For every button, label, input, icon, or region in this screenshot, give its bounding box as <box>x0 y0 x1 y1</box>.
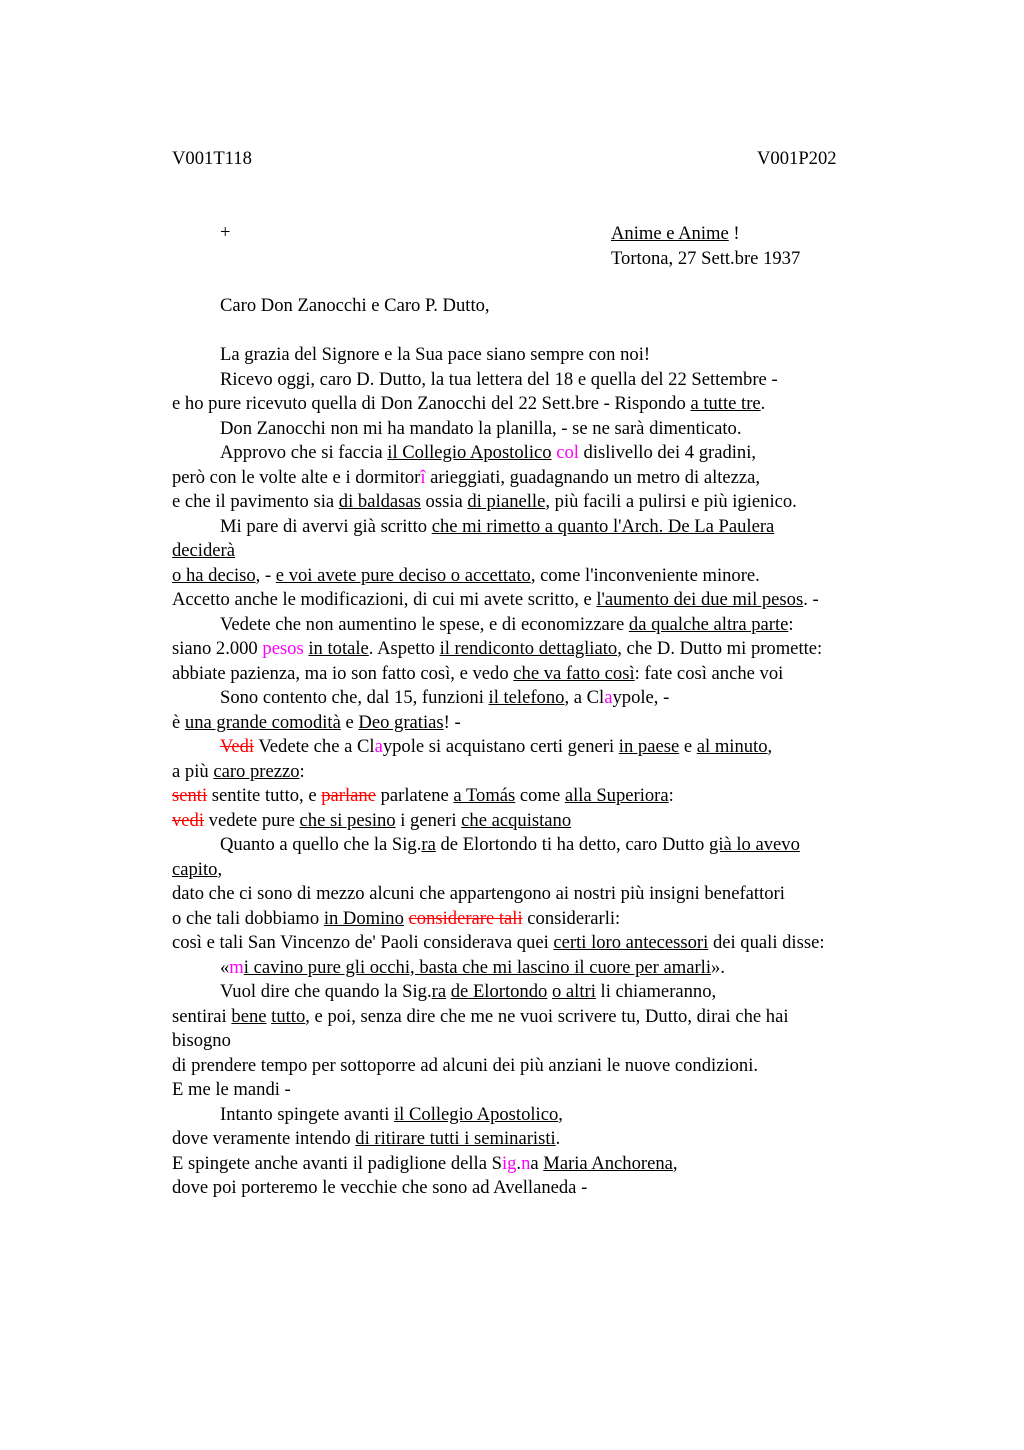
text-run: Don Zanocchi non mi ha mandato la planilla, - se ne sarà dimenticato. <box>220 417 742 439</box>
text-run: così e tali San Vincenzo de' Paoli considerava quei <box>172 932 554 953</box>
underlined-text: in paese <box>618 736 680 757</box>
text-run: come <box>515 785 565 806</box>
place-date: Tortona, 27 Sett.bre 1937 <box>611 247 801 269</box>
text-run: sentirai <box>172 1005 232 1027</box>
text-line <box>172 931 932 956</box>
underlined-text: de Elortondo <box>450 981 548 1002</box>
text-line <box>172 368 932 393</box>
text-line <box>172 490 932 515</box>
highlighted-text: n <box>521 1152 531 1174</box>
underlined-text: l'aumento dei due mil pesos <box>596 589 804 610</box>
text-run: : <box>788 613 794 635</box>
text-run: è <box>172 711 185 733</box>
text-run: Approvo che si faccia <box>220 442 388 463</box>
text-line <box>172 735 932 760</box>
text-run: li chiameranno, <box>595 981 717 1002</box>
text-run: E me le mandi - <box>172 1079 291 1100</box>
underlined-text: che si pesino <box>299 809 396 831</box>
motto-text: Anime e Anime <box>611 223 729 244</box>
text-line <box>172 907 932 932</box>
text-line <box>172 711 932 736</box>
underlined-text: tutto <box>271 1005 306 1027</box>
text-line <box>172 1127 932 1152</box>
text-line <box>172 564 932 589</box>
text-run: , - <box>255 564 276 586</box>
document-id-left: V001T118 <box>172 148 252 169</box>
text-run: , <box>672 1152 678 1174</box>
text-run: de Elortondo ti ha detto, caro Dutto <box>435 834 710 855</box>
text-run: , più facili a pulirsi e più igienico. <box>545 491 797 512</box>
text-run: vedete pure <box>204 809 300 831</box>
underlined-text: certi loro antecessori <box>553 932 709 953</box>
text-line <box>172 1152 932 1177</box>
underlined-text: Deo gratias <box>358 711 444 733</box>
underlined-text: di ritirare tutti i seminaristi <box>355 1128 556 1149</box>
underlined-text: capito <box>172 858 218 880</box>
text-run: ypole si acquistano certi generi <box>382 736 619 757</box>
underlined-text: di pianelle <box>467 491 546 512</box>
text-run: . <box>555 1128 561 1149</box>
text-run: o che tali dobbiamo <box>172 907 324 929</box>
text-run: . <box>516 1152 522 1174</box>
text-run: : <box>299 760 305 782</box>
underlined-text: il Collegio Apostolico <box>394 1103 559 1125</box>
underlined-text: o ha deciso <box>172 564 256 586</box>
text-run: ossia <box>420 491 468 512</box>
text-line <box>172 686 932 711</box>
text-line <box>172 613 932 638</box>
underlined-text: al minuto <box>696 736 768 757</box>
text-line <box>172 1054 932 1079</box>
text-line <box>172 760 932 785</box>
text-run: , a Cl <box>564 687 605 708</box>
underlined-text: in Domino <box>323 907 404 929</box>
blank-line <box>172 319 932 344</box>
text-run: dove veramente intendo <box>172 1128 356 1149</box>
text-run: , <box>217 858 223 880</box>
text-run: e che il pavimento sia <box>172 491 339 512</box>
underlined-text: il telefono <box>488 687 565 708</box>
text-run: abbiate pazienza, ma io son fatto così, e vedo <box>172 662 514 684</box>
text-run: Intanto spingete avanti <box>220 1103 395 1125</box>
text-run: e <box>679 736 697 757</box>
text-line <box>172 466 932 491</box>
cross-mark: + <box>220 222 231 243</box>
letter-body <box>172 294 932 1201</box>
text-run: . <box>760 393 766 414</box>
text-line <box>172 1176 932 1201</box>
text-run: Vuol dire che quando la Sig. <box>220 981 432 1002</box>
underlined-text: caro prezzo <box>213 760 300 782</box>
text-line <box>172 833 932 858</box>
text-run: , come l'inconveniente minore. <box>530 564 760 586</box>
text-run: . Aspetto <box>368 638 440 659</box>
underlined-text: da qualche altra parte <box>628 613 789 635</box>
underlined-text: il Collegio Apostolico <box>387 442 552 463</box>
underlined-text: di baldasas <box>338 491 421 512</box>
text-line <box>172 1005 932 1030</box>
underlined-text: che acquistano <box>461 809 572 831</box>
text-run: Accetto anche le modificazioni, di cui mi avete scritto, e <box>172 589 597 610</box>
text-run: dove poi porteremo le vecchie che sono ad Avellaneda - <box>172 1177 588 1198</box>
highlighted-text: a <box>374 736 383 757</box>
text-run: Caro Don Zanocchi e Caro P. Dutto, <box>220 295 490 316</box>
text-run: e ho pure ricevuto quella di Don Zanocchi del 22 Sett.bre - Rispondo <box>172 393 691 414</box>
highlighted-text: ig <box>501 1152 517 1174</box>
title-block <box>611 222 800 271</box>
text-run: . - <box>803 589 819 610</box>
text-line <box>172 441 932 466</box>
text-run: a più <box>172 760 214 782</box>
highlighted-text: m <box>229 956 244 978</box>
text-run: : fate così anche voi <box>634 662 784 684</box>
text-run: di prendere tempo per sottoporre ad alcuni dei più anziani le nuove condizioni. <box>172 1054 759 1076</box>
underlined-text: ra <box>431 981 447 1002</box>
text-line <box>172 1029 932 1054</box>
text-run: dato che ci sono di mezzo alcuni che appartengono ai nostri più insigni benefattori <box>172 883 785 904</box>
text-run: , che D. Dutto mi promette: <box>617 638 823 659</box>
document-id-right: V001P202 <box>757 148 837 169</box>
text-run: , <box>767 736 773 757</box>
text-run: parlatene <box>375 785 454 806</box>
text-line <box>172 809 932 834</box>
deleted-text: senti <box>172 785 208 806</box>
text-run: però con le volte alte e i dormitor <box>172 466 421 488</box>
text-line <box>172 515 932 540</box>
underlined-text: una grande comodità <box>184 711 341 733</box>
text-run: E spingete anche avanti il padiglione della S <box>172 1152 502 1174</box>
text-run: dislivello dei 4 gradini, <box>578 442 757 463</box>
underlined-text: e voi avete pure deciso o accettato <box>275 564 531 586</box>
quote-line <box>172 956 932 981</box>
text-run: arieggiati, guadagnando un metro di altezza, <box>425 466 761 488</box>
text-run: considerarli: <box>522 907 621 929</box>
text-run: a <box>530 1152 544 1174</box>
highlighted-text: col <box>556 442 579 463</box>
highlighted-text: pesos <box>262 638 304 659</box>
underlined-text: il rendiconto dettagliato <box>439 638 618 659</box>
deleted-text: Vedi <box>220 736 255 757</box>
text-line <box>172 417 932 442</box>
text-line <box>172 784 932 809</box>
text-run: sentite tutto, e <box>207 785 322 806</box>
underlined-text: a tutte tre <box>690 393 761 414</box>
text-run: La grazia del Signore e la Sua pace siano sempre con noi! <box>220 344 651 365</box>
underlined-text: deciderà <box>172 540 235 561</box>
text-line <box>172 588 932 613</box>
text-run: Vedete che a Cl <box>254 736 375 757</box>
underlined-text: bene <box>231 1005 267 1027</box>
highlighted-text: a <box>604 687 613 708</box>
underlined-text: ra <box>421 834 436 855</box>
text-run: Quanto a quello che la Sig. <box>220 834 422 855</box>
underlined-text: in totale <box>308 638 369 659</box>
text-run: : <box>668 785 674 806</box>
motto <box>611 222 800 247</box>
text-run: Vedete che non aumentino le spese, e di economizzare <box>220 613 629 635</box>
deleted-text: vedi <box>172 809 205 831</box>
text-run: e <box>340 711 359 733</box>
text-line <box>172 1078 932 1103</box>
text-line <box>172 392 932 417</box>
deleted-text: considerare tali <box>408 907 523 929</box>
text-run: Ricevo oggi, caro D. Dutto, la tua lettera del 18 e quella del 22 Settembre - <box>220 368 778 390</box>
text-line <box>172 343 932 368</box>
motto-exclamation: ! <box>728 223 740 244</box>
text-line <box>172 858 932 883</box>
text-run: « <box>220 956 230 978</box>
text-run: Mi pare di avervi già scritto <box>220 515 432 537</box>
text-line <box>172 637 932 662</box>
text-run: , <box>558 1103 563 1125</box>
text-run: , e poi, senza dire che me ne vuoi scrivere tu, Dutto, dirai che hai <box>305 1005 789 1027</box>
underlined-text: che mi rimetto a quanto l'Arch. De La Paulera <box>431 515 775 537</box>
underlined-text: i cavino pure gli occhi, basta che mi lascino il cuore per amarli <box>243 956 712 978</box>
text-line <box>172 662 932 687</box>
text-run: siano 2.000 <box>172 638 263 659</box>
underlined-text: alla Superiora <box>564 785 669 806</box>
text-line <box>172 980 932 1005</box>
text-run: Sono contento che, dal 15, funzioni <box>220 687 489 708</box>
underlined-text: o altri <box>551 981 596 1002</box>
text-run: ypole, - <box>612 687 670 708</box>
text-line <box>172 539 932 564</box>
text-run: dei quali disse: <box>708 932 825 953</box>
text-line <box>172 882 932 907</box>
salutation <box>172 294 932 319</box>
underlined-text: a Tomás <box>453 785 516 806</box>
underlined-text: Maria Anchorena <box>543 1152 673 1174</box>
text-run: i generi <box>395 809 462 831</box>
text-line <box>172 1103 932 1128</box>
deleted-text: parlane <box>321 785 376 806</box>
highlighted-text: î <box>420 466 426 488</box>
text-run: ! - <box>443 711 461 733</box>
text-run: ». <box>711 956 725 978</box>
underlined-text: che va fatto così <box>513 662 635 684</box>
underlined-text: già lo avevo <box>709 834 800 855</box>
text-run: bisogno <box>172 1030 231 1051</box>
